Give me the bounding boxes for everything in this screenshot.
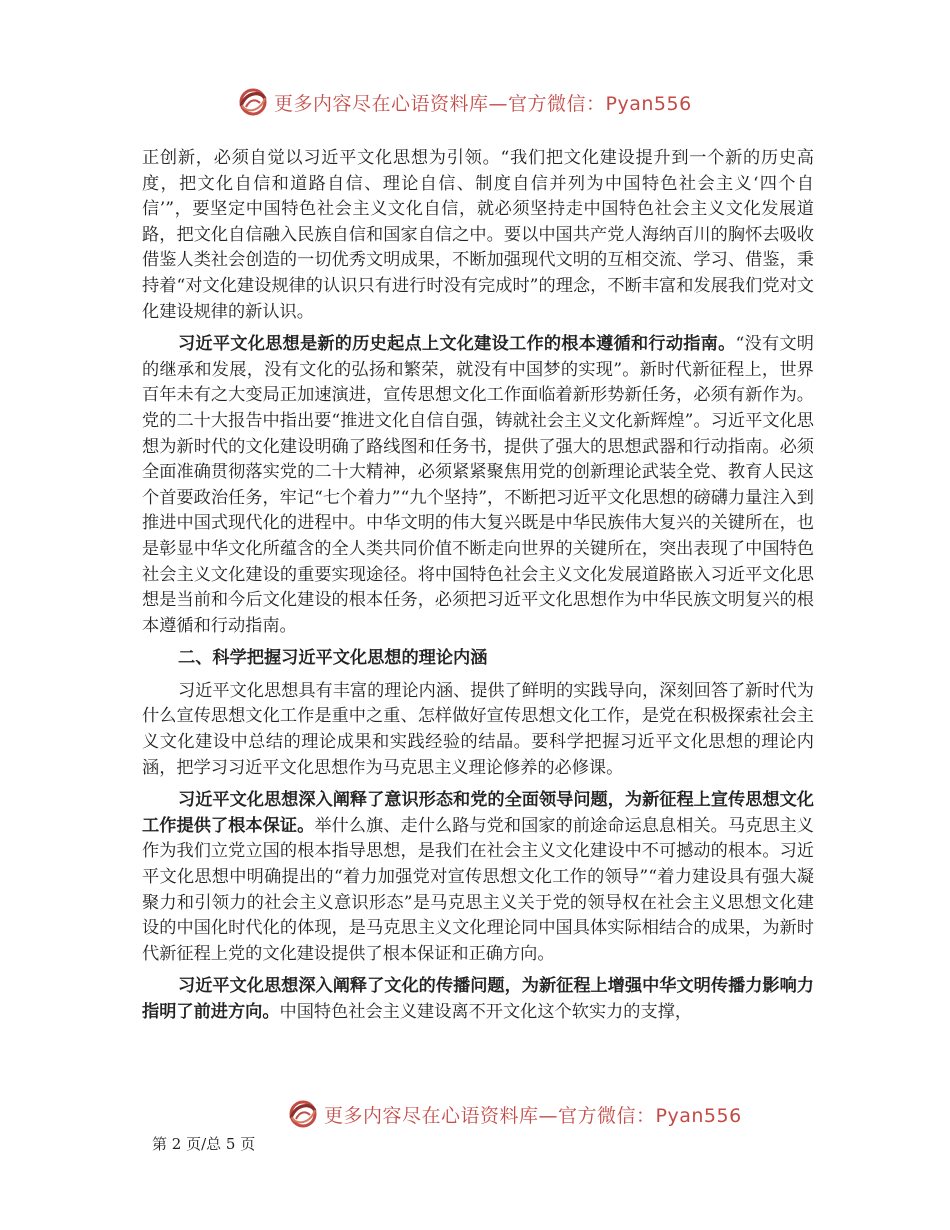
paragraph-bold-lead: 习近平文化思想深入阐释了意识形态和党的全面领导问题，为新征程上宣传思想文化工作提供了根本保证。 (142, 790, 814, 836)
document-body (142, 146, 814, 1033)
footer-banner-text: 更多内容尽在心语资料库—官方微信：Pyan556 (324, 1104, 742, 1127)
section-heading: 二、科学把握习近平文化思想的理论内涵 (178, 648, 488, 669)
paragraph-text: 举什么旗、走什么路与党和国家的前途命运息息相关。马克思主义作为我们立党立国的根本指导思想，是我们在社会主义文化建设中不可撼动的根本。习近平文化思想中明确提出的“着力加强党对宣传思想文化工作的领导”“着力建设具有强大凝聚力和引领力的社会主义意识形态”是马克思主义关于党的领导权在社会主义思想文化建设的中国化时代化的体现，是马克思主义文化理论同中国具体实际相结合的成果，为新时代新征程上党的文化建设提供了根本保证和正确方向。 (142, 815, 814, 964)
paragraph-text: “没有文明的继承和发展，没有文化的弘扬和繁荣，就没有中国梦的实现”。新时代新征程上，世界百年未有之大变局正加速演进，宣传思想文化工作面临着新形势新任务，必须有新作为。党的二十大报告中指出要“推进文化自信自强，铸就社会主义文化新辉煌”。习近平文化思想为新时代的文化建设明确了路线图和任务书，提供了强大的思想武器和行动指南。必须全面准确贯彻落实党的二十大精神，必须紧紧聚焦用党的创新理论武装全党、教育人民这个首要政治任务，牢记“七个着力”“九个坚持”，不断把习近平文化思想的磅礴力量注入到推进中国式现代化的进程中。中华文明的伟大复兴既是中华民族伟大复兴的关键所在，也是彰显中华文化所蕴含的全人类共同价值不断走向世界的关键所在，突出表现了中国特色社会主义文化建设的重要实现途径。将中国特色社会主义文化发展道路嵌入习近平文化思想是当前和今后文化建设的根本任务，必须把习近平文化思想作为中华民族文明复兴的根本遵循和行动指南。 (142, 334, 814, 636)
header-banner (0, 82, 950, 122)
paragraph-bold-lead: 习近平文化思想是新的历史起点上文化建设工作的根本遵循和行动指南。 (178, 334, 736, 355)
paragraph-cultural-guidance (142, 332, 814, 639)
page-number: 第 2 页/总 5 页 (152, 1135, 256, 1153)
paragraph-bold-lead: 习近平文化思想深入阐释了文化的传播问题，为新征程上增强中华文明传播力影响力指明了前进方向。 (142, 976, 814, 1022)
footer-banner (0, 1094, 950, 1134)
paragraph-text: 正创新，必须自觉以习近平文化思想为引领。“我们把文化建设提升到一个新的历史高度，把文化自信和道路自信、理论自信、制度自信并列为中国特色社会主义‘四个自信’”，要坚定中国特色社会主义文化自信，就必须坚持走中国特色社会主义文化发展道路，把文化自信融入民族自信和国家自信之中。要以中国共产党人海纳百川的胸怀去吸收借鉴人类社会创造的一切优秀文明成果，不断加强现代文明的互相交流、学习、借鉴，秉持着“对文化建设规律的认识只有进行时没有完成时”的理念，不断丰富和发展我们党对文化建设规律的新认识。 (142, 148, 814, 322)
swirl-logo-icon (236, 85, 270, 119)
header-banner-content (236, 82, 692, 122)
paragraph-ideology-leadership (142, 788, 814, 967)
paragraph-cultural-communication (142, 974, 814, 1025)
paragraph-continuation (142, 146, 814, 325)
footer-banner-content (286, 1094, 742, 1134)
paragraph-text: 中国特色社会主义建设离不开文化这个软实力的支撑， (279, 1002, 693, 1022)
swirl-logo-icon (286, 1097, 320, 1131)
paragraph-theory-intro (142, 679, 814, 781)
header-banner-text: 更多内容尽在心语资料库—官方微信：Pyan556 (274, 92, 692, 115)
paragraph-text: 习近平文化思想具有丰富的理论内涵、提供了鲜明的实践导向，深刻回答了新时代为什么宣传思想文化工作是重中之重、怎样做好宣传思想文化工作，是党在积极探索社会主义文化建设中总结的理论成果和实践经验的结晶。要科学把握习近平文化思想的理论内涵，把学习习近平文化思想作为马克思主义理论修养的必修课。 (142, 680, 814, 778)
